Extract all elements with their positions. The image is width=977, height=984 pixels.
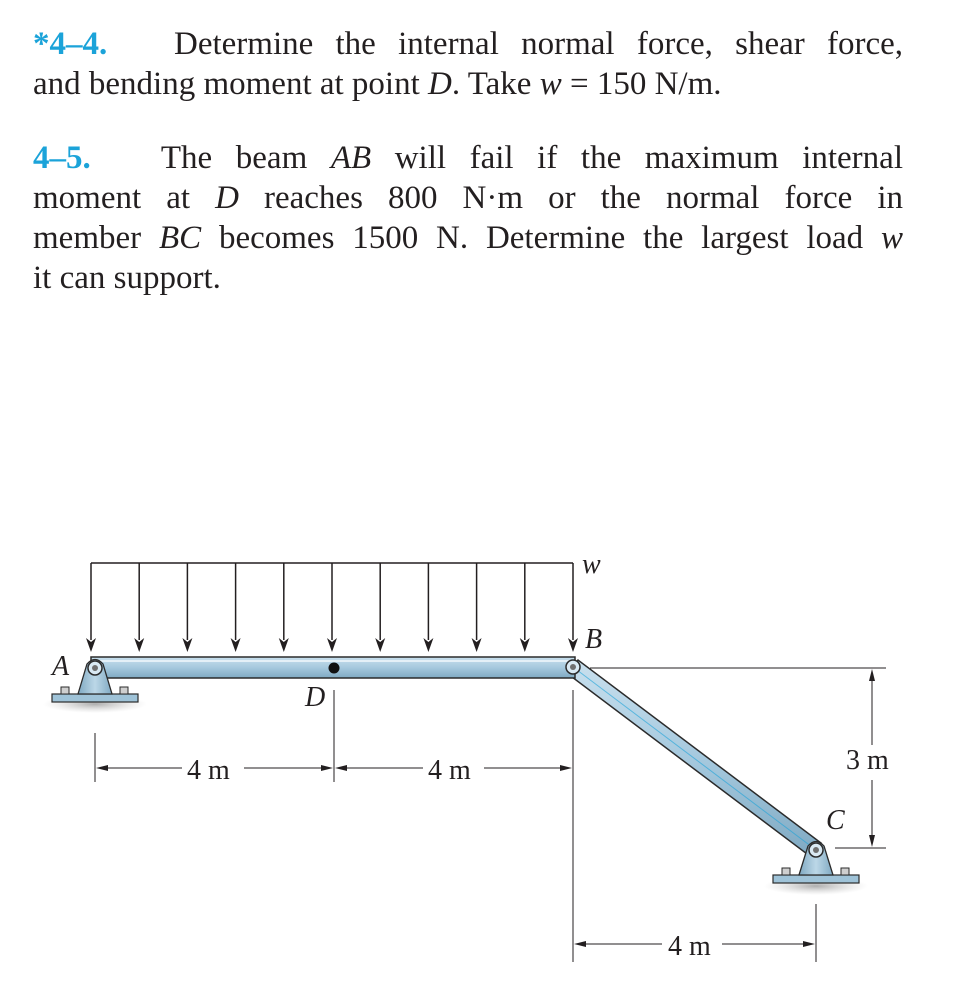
problem-text: member — [33, 220, 142, 256]
problem-text: it can support. — [33, 260, 221, 296]
dim-bc-vertical-label: 3 m — [846, 745, 889, 776]
label-b: B — [585, 624, 603, 655]
label-a: A — [52, 651, 70, 682]
label-c: C — [826, 805, 845, 836]
bolt-icon — [61, 687, 69, 694]
point-symbol: D — [215, 180, 239, 216]
bolt-icon — [120, 687, 128, 694]
load-arrow-head — [423, 638, 433, 652]
bolt-icon — [841, 868, 849, 875]
load-arrow-head — [375, 638, 385, 652]
arrowhead — [321, 765, 333, 771]
problem-text: . Take — [451, 66, 532, 102]
problem-text: Determine the internal normal force, shear force, — [174, 26, 904, 62]
distributed-load — [86, 549, 601, 652]
dim-bc-horizontal-label: 4 m — [668, 931, 711, 962]
arrowhead — [96, 765, 108, 771]
load-arrow-head — [520, 638, 530, 652]
load-arrow-head — [134, 638, 144, 652]
arrowhead — [574, 941, 586, 947]
problem-text: reaches 800 N·m or the normal force in — [264, 180, 904, 216]
w-symbol: w — [881, 220, 904, 256]
w-symbol: w — [539, 66, 562, 102]
load-arrow-head — [327, 638, 337, 652]
load-arrow-head — [86, 638, 96, 652]
point-d-marker — [329, 663, 340, 674]
pin-a-inner — [92, 665, 98, 671]
load-arrow-head — [279, 638, 289, 652]
pin-b — [566, 660, 580, 674]
arrowhead — [335, 765, 347, 771]
problem-text: moment at — [33, 180, 191, 216]
label-d: D — [305, 682, 326, 713]
load-arrow-head — [182, 638, 192, 652]
problem-text: and bending moment at point — [33, 66, 420, 102]
support-a-base — [52, 694, 138, 702]
problem-number: *4–4. — [33, 26, 108, 62]
problem-number: 4–5. — [33, 140, 91, 176]
load-label-w: w — [582, 549, 601, 580]
pin-b-inner — [570, 664, 576, 670]
point-symbol: D — [428, 66, 452, 102]
arrowhead — [869, 835, 875, 847]
support-c-base — [773, 875, 859, 883]
member-bc — [568, 660, 821, 857]
arrowhead — [803, 941, 815, 947]
problem-text: = 150 N/m. — [569, 66, 722, 102]
load-arrow-head — [472, 638, 482, 652]
arrowhead — [560, 765, 572, 771]
problem-text: becomes 1500 N. Determine the largest load — [218, 220, 864, 256]
member-symbol: BC — [158, 220, 202, 256]
dim-db-label: 4 m — [428, 755, 471, 786]
dim-ad-label: 4 m — [187, 755, 230, 786]
beam-ab — [91, 657, 575, 678]
pin-c-inner — [813, 847, 819, 853]
problem-text: The beam — [160, 140, 308, 176]
arrowhead — [869, 669, 875, 681]
member-bc-highlight — [573, 667, 816, 850]
load-arrow-head — [568, 638, 578, 652]
member-symbol: AB — [330, 140, 372, 176]
bolt-icon — [782, 868, 790, 875]
load-arrow-head — [231, 638, 241, 652]
problem-text: will fail if the maximum internal — [394, 140, 903, 176]
